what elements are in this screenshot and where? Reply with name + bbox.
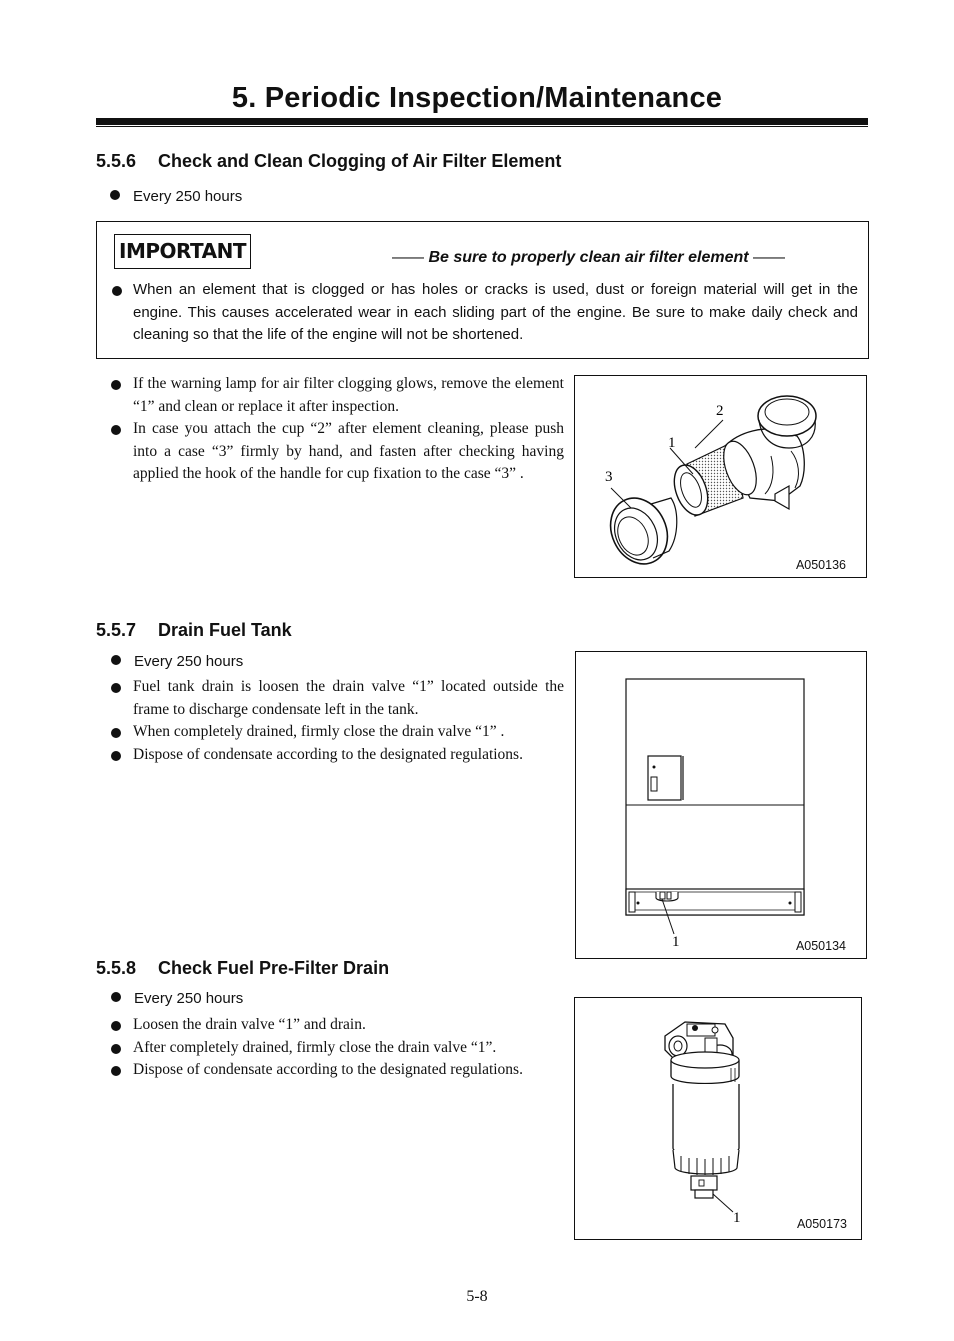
callout-label: 1 [733, 1210, 741, 1226]
section-title: Drain Fuel Tank [158, 620, 292, 640]
bullet-icon [110, 190, 120, 200]
list-item: If the warning lamp for air filter clogging glows, remove the element “1” and clean or replace it after inspection. [111, 373, 564, 418]
callout-label: 1 [672, 934, 680, 950]
dash-left: —— [392, 249, 429, 266]
interval-pre-filter [111, 990, 243, 1007]
section-heading-fuel-tank [96, 620, 292, 641]
interval-text: Every 250 hours [133, 188, 243, 205]
pre-filter-instructions [111, 1014, 551, 1082]
figure-code: A050173 [796, 1217, 847, 1231]
list-item: In case you attach the cup “2” after element cleaning, please push into a case “3” firmly by hand, and fasten after checking having applied the hook of the handle for cup fixation to the case “3” . [111, 418, 564, 486]
fuel-tank-illustration [576, 652, 866, 958]
section-heading-air-filter [96, 151, 561, 172]
section-number: 5.5.7 [96, 620, 137, 640]
air-filter-illustration [575, 376, 866, 577]
list-item: Loosen the drain valve “1” and drain. [111, 1014, 551, 1037]
interval-text: Every 250 hours [134, 653, 244, 670]
bullet-icon [111, 992, 121, 1002]
figure-code: A050136 [795, 558, 846, 572]
pre-filter-illustration [575, 998, 861, 1239]
list-item: Dispose of condensate according to the designated regulations. [111, 1059, 551, 1082]
figure-code: A050134 [795, 939, 846, 953]
title-rule-thin [96, 126, 868, 127]
figure-fuel-tank [575, 651, 867, 959]
important-badge: IMPORTANT [114, 234, 251, 269]
section-heading-pre-filter [96, 958, 389, 979]
page-number: 5-8 [466, 1288, 488, 1305]
figure-air-filter [574, 375, 867, 578]
important-message-text: Be sure to properly clean air filter element [428, 249, 749, 266]
figure-pre-filter [574, 997, 862, 1240]
important-item: When an element that is clogged or has holes or cracks is used, dust or foreign material will get in the engine. This causes accelerated wear in each sliding part of the engine. Be sure to make daily check and cleaning so that the life of the engine will not be shortened. [112, 279, 858, 347]
list-item: When completely drained, firmly close the drain valve “1” . [111, 721, 564, 744]
list-item: Fuel tank drain is loosen the drain valve “1” located outside the frame to discharge condensate left in the tank. [111, 676, 564, 721]
section-number: 5.5.6 [96, 151, 137, 171]
interval-air-filter [110, 188, 242, 205]
title-rule [96, 118, 868, 125]
callout-label: 1 [668, 435, 676, 451]
callout-label: 2 [716, 403, 724, 419]
list-item: After completely drained, firmly close the drain valve “1”. [111, 1037, 551, 1060]
air-filter-instructions [111, 373, 564, 486]
important-text [112, 279, 858, 347]
dash-right: —— [748, 249, 786, 266]
list-item: Dispose of condensate according to the designated regulations. [111, 744, 564, 767]
important-message [392, 249, 785, 267]
fuel-tank-instructions [111, 676, 564, 766]
bullet-icon [111, 655, 121, 665]
interval-fuel-tank [111, 653, 243, 670]
section-title: Check Fuel Pre-Filter Drain [158, 958, 390, 978]
callout-label: 3 [605, 469, 613, 485]
section-number: 5.5.8 [96, 958, 137, 978]
section-title: Check and Clean Clogging of Air Filter Element [158, 151, 562, 171]
page-title: 5. Periodic Inspection/Maintenance [231, 82, 723, 114]
interval-text: Every 250 hours [134, 990, 244, 1007]
